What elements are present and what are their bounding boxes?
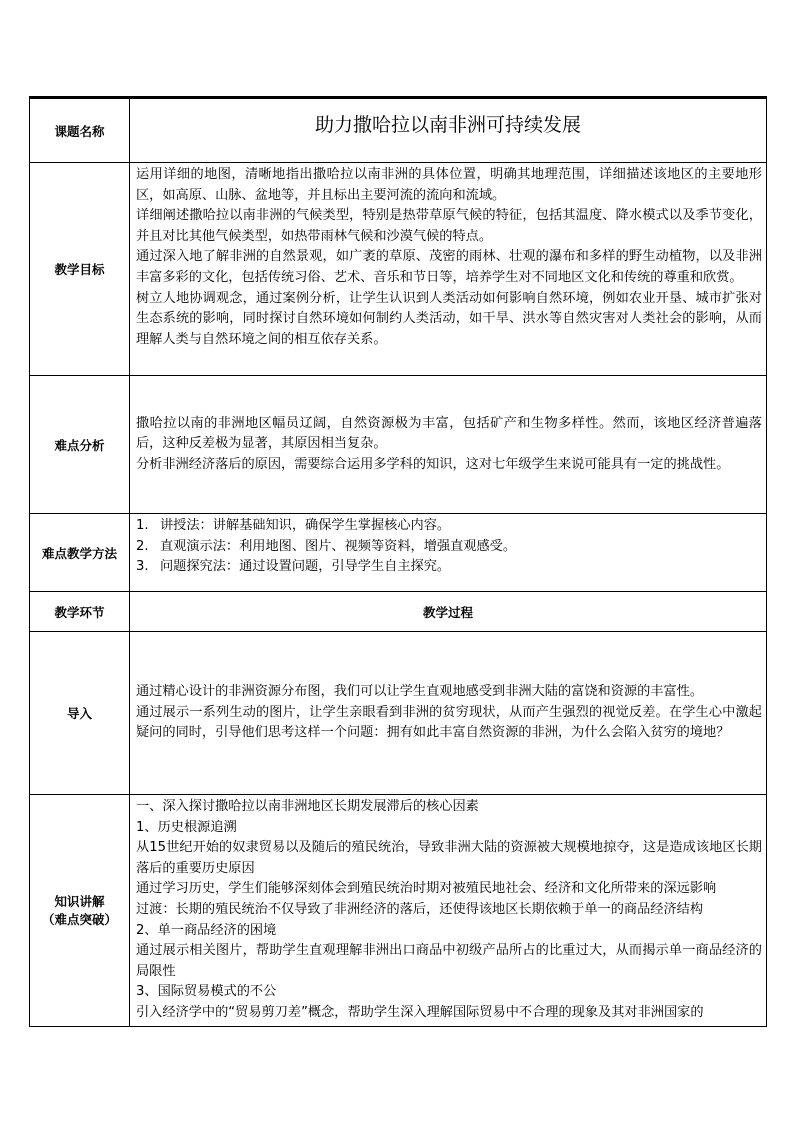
label-intro: 导入 — [30, 632, 130, 795]
row-difficulty — [30, 376, 767, 514]
goals-para: 运用详细的地图，清晰地指出撒哈拉以南非洲的具体位置，明确其地理范围，详细描述该地区的主要地形区，如高原、山脉、盆地等，并且标出主要河流的流向和流域。 — [136, 167, 762, 203]
label-knowledge — [30, 795, 130, 1027]
label-goals: 教学目标 — [30, 163, 130, 376]
goals-para: 详细阐述撒哈拉以南非洲的气候类型，特别是热带草原气候的特征，包括其温度、降水模式以及季节变化，并且对比其他气候类型，如热带雨林气候和沙漠气候的特点。 — [136, 208, 762, 244]
method-item — [136, 537, 762, 558]
knowledge-para: 从15世纪开始的奴隶贸易以及随后的殖民统治，导致非洲大陆的资源被大规模地掠夺，这是造成该地区长期落后的重要历史原因 — [136, 840, 762, 876]
goals-para: 树立人地协调观念，通过案例分析，让学生认识到人类活动如何影响自然环境，例如农业开垦、城市扩张对生态系统的影响，同时探讨自然环境如何制约人类活动，如干旱、洪水等自然灾害对人类社会的影响，从而理解人类与自然环境之间的相互依存关系。 — [136, 290, 762, 347]
intro-para: 通过精心设计的非洲资源分布图，我们可以让学生直观地感受到非洲大陆的富饶和资源的丰富性。 — [136, 684, 704, 700]
lesson-title: 助力撒哈拉以南非洲可持续发展 — [130, 98, 767, 163]
method-number: 1. — [136, 518, 149, 533]
knowledge-content — [130, 795, 767, 1027]
goals-para: 通过深入地了解非洲的自然景观，如广袤的草原、茂密的雨林、壮观的瀑布和多样的野生动植物，以及非洲丰富多彩的文化，包括传统习俗、艺术、音乐和节日等，培养学生对不同地区文化和传统的尊重和欣赏。 — [136, 249, 762, 285]
row-methods — [30, 514, 767, 592]
difficulty-para: 分析非洲经济落后的原因，需要综合运用多学科的知识，这对七年级学生来说可能具有一定的挑战性。 — [136, 456, 730, 472]
knowledge-para: 3、国际贸易模式的不公 — [136, 984, 277, 1000]
intro-para: 通过展示一系列生动的图片，让学生亲眼看到非洲的贫穷现状，从而产生强烈的视觉反差。在学生心中激起疑问的同时，引导他们思考这样一个问题：拥有如此丰富自然资源的非洲，为什么会陷入贫穷的境地？ — [136, 704, 762, 741]
method-text: 问题探究法：通过设置问题，引导学生自主探究。 — [160, 559, 451, 575]
lesson-plan-table — [29, 96, 767, 1027]
intro-content — [130, 632, 767, 795]
header-stage: 教学环节 — [30, 592, 130, 632]
goals-content — [130, 163, 767, 376]
label-knowledge-line2: （难点突破） — [41, 912, 117, 928]
method-text: 讲授法：讲解基础知识，确保学生掌握核心内容。 — [160, 518, 451, 533]
label-knowledge-line1: 知识讲解 — [54, 894, 105, 910]
knowledge-para: 1、历史根源追溯 — [136, 819, 237, 835]
knowledge-para: 过渡：长期的殖民统治不仅导致了非洲经济的落后，还使得该地区长期依赖于单一的商品经济结构 — [136, 901, 704, 917]
row-intro — [30, 632, 767, 795]
knowledge-para: 通过学习历史，学生们能够深刻体会到殖民统治时期对被殖民地社会、经济和文化所带来的深远影响 — [136, 881, 717, 897]
method-item — [136, 516, 762, 537]
header-process: 教学过程 — [130, 592, 767, 632]
label-difficulty: 难点分析 — [30, 376, 130, 514]
knowledge-para: 引入经济学中的“贸易剪刀差”概念，帮助学生深入理解国际贸易中不合理的现象及其对非洲国家的 — [136, 1004, 704, 1020]
knowledge-para: 2、单一商品经济的困境 — [136, 922, 277, 938]
method-text: 直观演示法：利用地图、图片、视频等资料，增强直观感受。 — [160, 538, 517, 554]
knowledge-para: 一、深入探讨撒哈拉以南非洲地区长期发展滞后的核心因素 — [136, 799, 479, 814]
row-goals — [30, 163, 767, 376]
method-number: 2. — [136, 538, 149, 554]
methods-content — [130, 514, 767, 592]
row-title — [30, 98, 767, 163]
method-number: 3. — [136, 559, 149, 575]
knowledge-para: 通过展示相关图片，帮助学生直观理解非洲出口商品中初级产品所占的比重过大，从而揭示单一商品经济的局限性 — [136, 943, 762, 979]
label-title: 课题名称 — [30, 98, 130, 163]
method-item — [136, 557, 762, 578]
row-knowledge — [30, 795, 767, 1027]
difficulty-content — [130, 376, 767, 514]
label-methods: 难点教学方法 — [30, 514, 130, 592]
difficulty-para: 撒哈拉以南的非洲地区幅员辽阔，自然资源极为丰富，包括矿产和生物多样性。然而，该地区经济普遍落后，这种反差极为显著，其原因相当复杂。 — [136, 415, 762, 452]
row-header — [30, 592, 767, 632]
